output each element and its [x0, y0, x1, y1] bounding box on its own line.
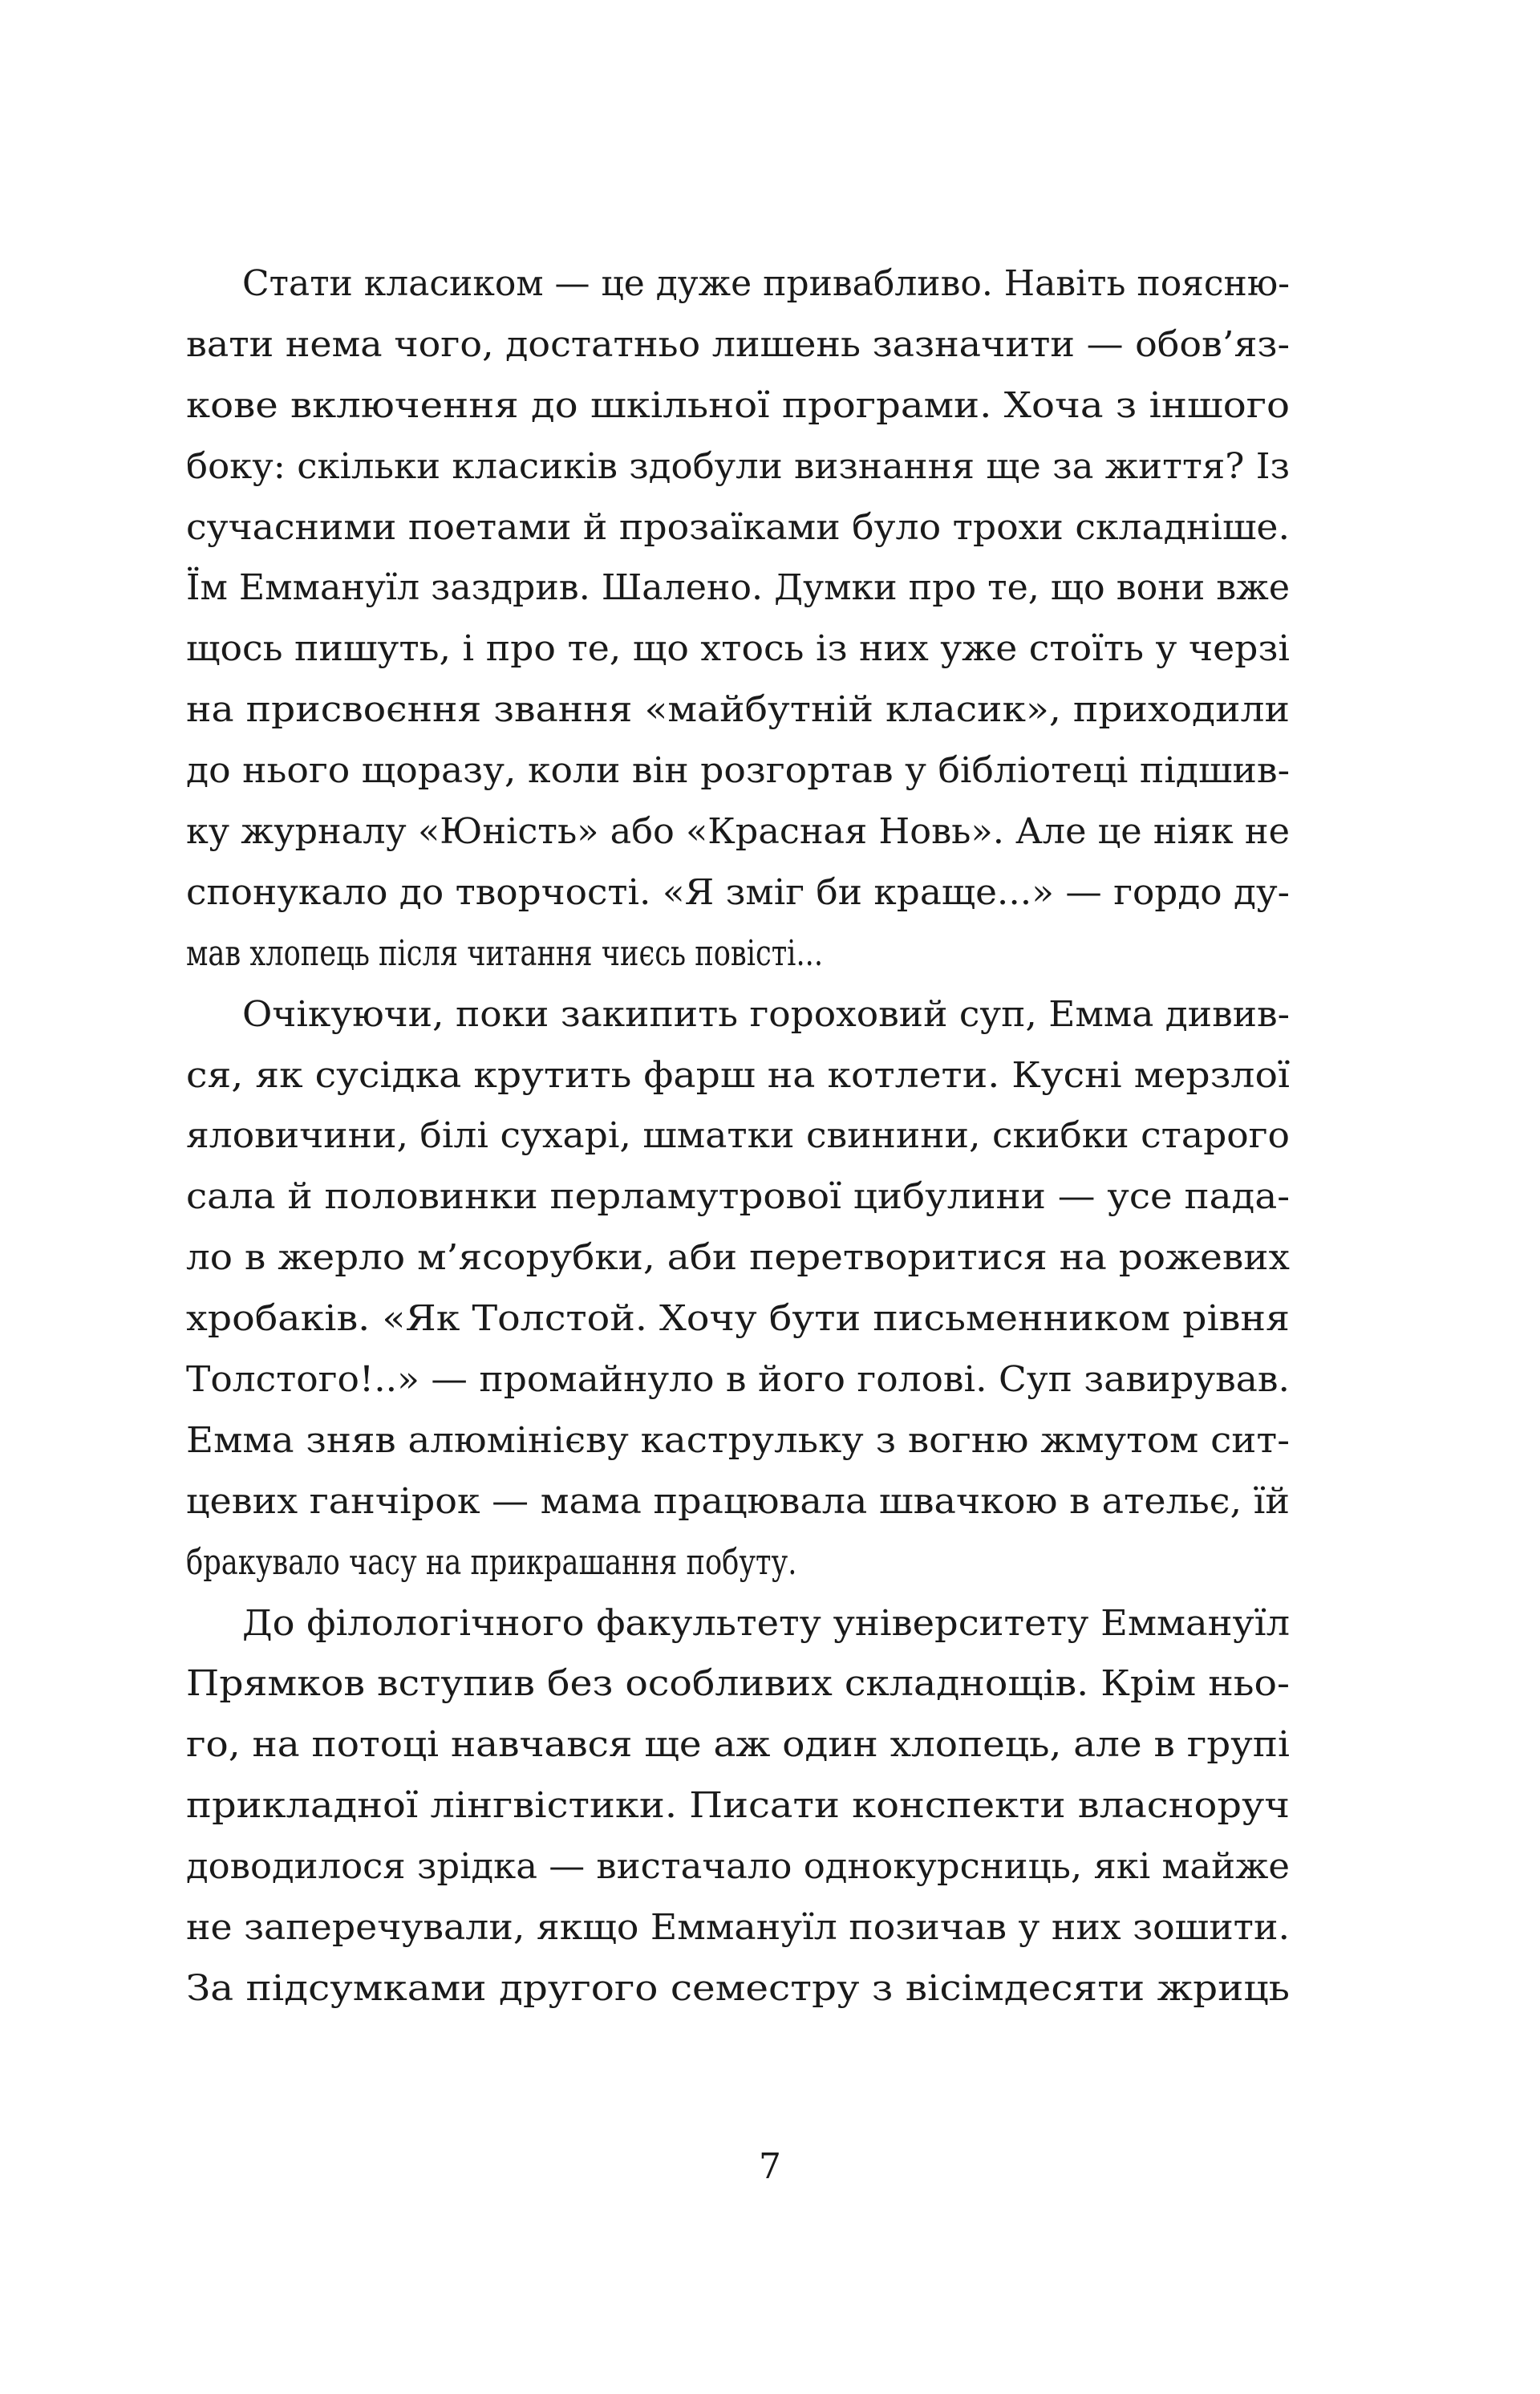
- text-line: щось пишуть, і про те, що хтось із них уже стоїть у черзі: [186, 628, 1290, 670]
- text-line: на присвоєння звання «майбутній класик», приходили: [186, 689, 1290, 731]
- text-line: бракувало часу на прикрашання побуту.: [186, 1541, 797, 1583]
- text-line: го, на потоці навчався ще аж один хлопець, але в групі: [186, 1724, 1290, 1766]
- text-line: мав хлопець після читання чиєсь повісті...: [186, 932, 824, 974]
- page-number: 7: [759, 2146, 781, 2187]
- text-line: ло в жерло м’ясорубки, аби перетворитися на рожевих: [186, 1237, 1290, 1279]
- text-line: хробаків. «Як Толстой. Хочу бути письменником рівня: [186, 1298, 1290, 1340]
- text-line: Стати класиком — це дуже привабливо. Навіть поясню-: [242, 263, 1290, 304]
- text-line: кове включення до шкільної програми. Хоча з іншого: [186, 384, 1291, 426]
- text-line: яловичини, білі сухарі, шматки свинини, скибки старого: [186, 1115, 1290, 1157]
- text-line: ку журналу «Юність» або «Красная Новь». Але це ніяк не: [186, 811, 1291, 853]
- text-line: не заперечували, якщо Еммануїл позичав у них зошити.: [186, 1907, 1290, 1949]
- text-line: сучасними поетами й прозаїками було трохи складніше.: [186, 506, 1290, 548]
- text-line: спонукало до творчості. «Я зміг би краще...» — гордо ду-: [186, 871, 1290, 913]
- text-line: боку: скільки класиків здобули визнання ще за життя? Із: [186, 445, 1290, 487]
- text-line: до нього щоразу, коли він розгортав у бібліотеці підшив-: [186, 750, 1290, 792]
- text-line: Емма зняв алюмінієву каструльку з вогню жмутом сит-: [186, 1419, 1290, 1461]
- text-line: доводилося зрідка — вистачало однокурсниць, які майже: [186, 1846, 1290, 1888]
- paragraph: [186, 254, 1290, 984]
- text-line: сала й половинки перламутрової цибулини — усе пада-: [186, 1176, 1290, 1218]
- text-line: цевих ганчірок — мама працювала швачкою в ательє, їй: [186, 1480, 1290, 1522]
- body-text: [186, 254, 1290, 2019]
- text-line: За підсумками другого семестру з вісімдесяти жриць: [186, 1967, 1290, 2009]
- text-line: вати нема чого, достатньо лишень зазначити — обов’яз-: [186, 323, 1290, 365]
- paragraph: [186, 1593, 1290, 2019]
- text-line: Очікуючи, поки закипить гороховий суп, Емма дивив-: [242, 993, 1291, 1035]
- text-line: Толстого!..» — промайнуло в його голові. Суп завирував.: [186, 1359, 1290, 1401]
- text-line: До філологічного факультету університету Еммануїл: [242, 1602, 1290, 1644]
- text-line: прикладної лінгвістики. Писати конспекти власноруч: [186, 1785, 1290, 1827]
- paragraph: [186, 984, 1290, 1593]
- text-line: Їм Еммануїл заздрив. Шалено. Думки про те, що вони вже: [186, 567, 1290, 609]
- text-line: ся, як сусідка крутить фарш на котлети. Кусні мерзлої: [186, 1054, 1290, 1096]
- text-line: Прямков вступив без особливих складнощів. Крім ньо-: [186, 1663, 1290, 1705]
